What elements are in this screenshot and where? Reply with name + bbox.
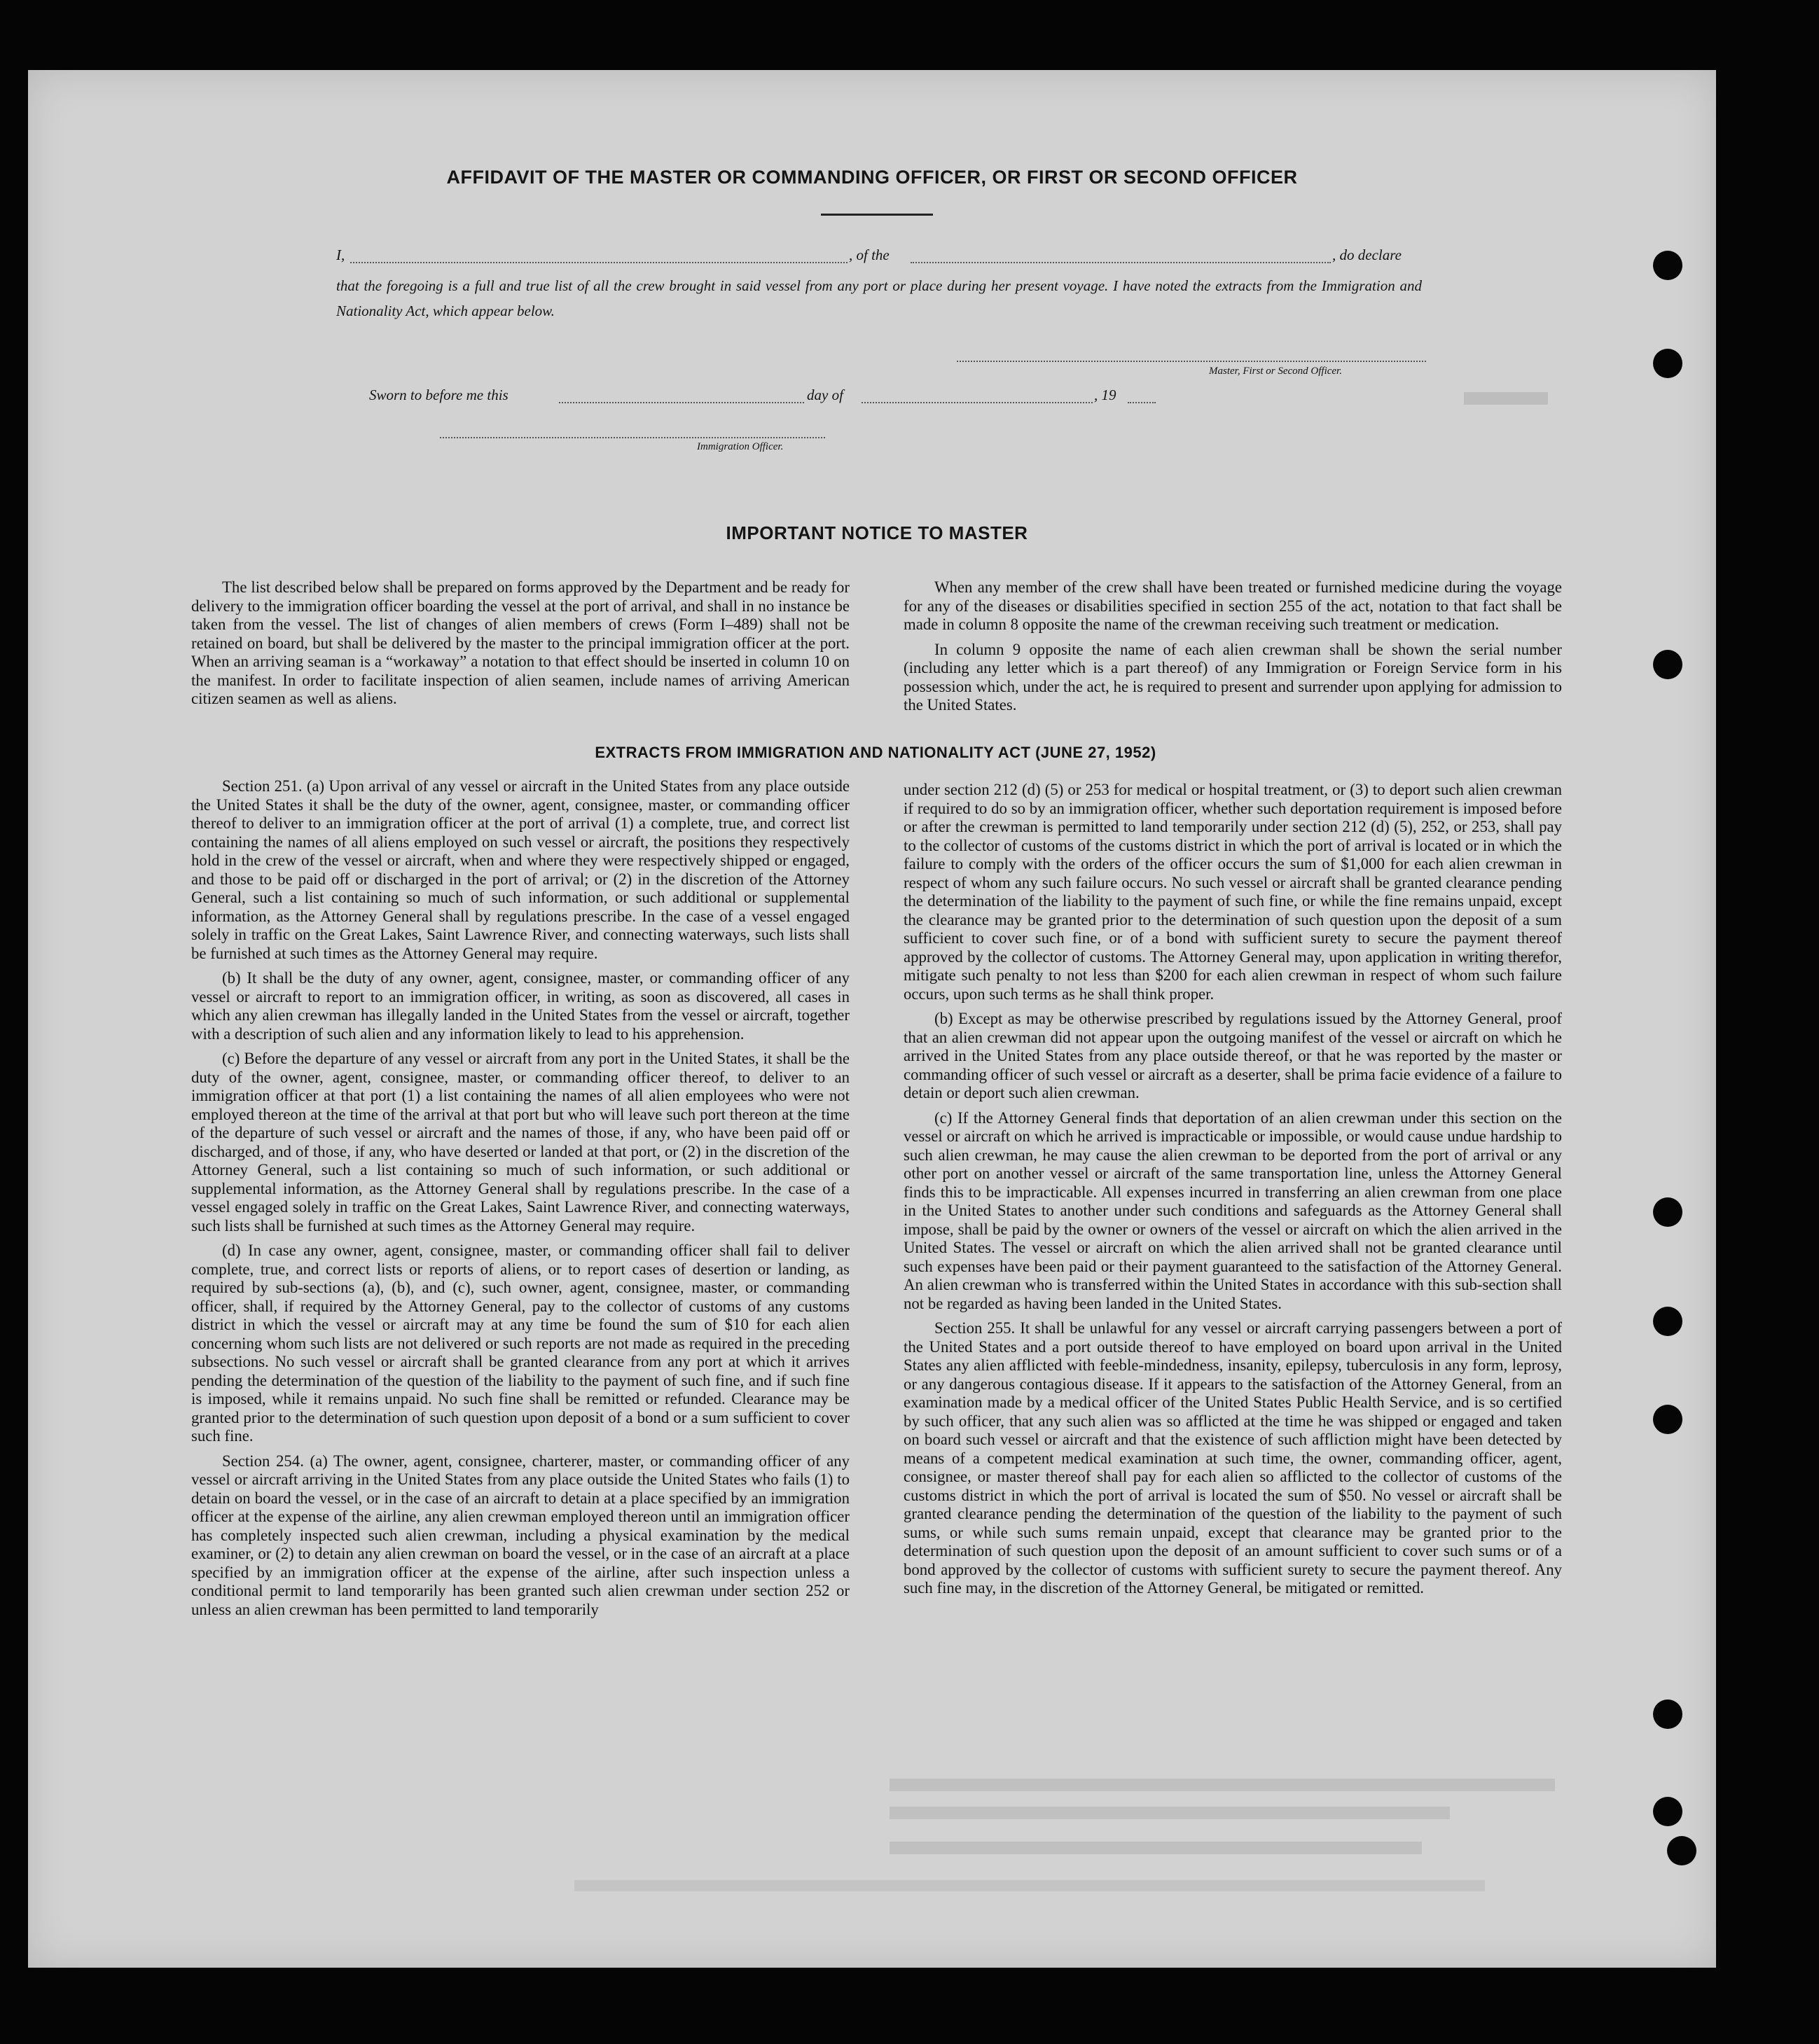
do-declare-label: , do declare (1332, 246, 1402, 263)
vessel-blank[interactable] (911, 262, 1331, 263)
notice-left-column (191, 578, 850, 715)
sworn-month-blank[interactable] (862, 402, 1093, 403)
i-label: I, (336, 246, 345, 263)
affidavit-title: AFFIDAVIT OF THE MASTER OR COMMANDING OFFICER, OR FIRST OR SECOND OFFICER (446, 167, 1298, 188)
punch-hole (1653, 1797, 1682, 1826)
punch-hole (1667, 1836, 1696, 1865)
section-251-d: (d) In case any owner, agent, consignee, master, or commanding officer shall fail to deliver complete, true, and correct lists or reports of aliens, or to report cases of desertion or landing, as required by sub-sections (a), (b), and (c), such owner, agent, consignee, master, or commanding officer, shall, if required by the Attorney General, pay to the collector of customs of any customs district in which the vessel or aircraft may at any time be found the sum of $10 for each alien concerning whom such lists are not delivered or such reports are not made as required in the preceding subsections. No such vessel or aircraft shall be granted clearance from any port at which it arrives pending the determination of the question of the liability to the payment of such fine, and if such fine is imposed, while it remains unpaid. No such fine shall be remitted or refunded. Clearance may be granted prior to the determination of such question upon deposit of a bond or a sum sufficient to cover such fine. (191, 1242, 850, 1445)
punch-hole (1653, 251, 1682, 280)
day-of-label: day of (807, 387, 843, 403)
notice-right-column (904, 578, 1562, 721)
master-signature-blank[interactable] (957, 361, 1426, 362)
bleed-through-mark (1464, 392, 1548, 405)
notice-left-paragraph: The list described below shall be prepared on forms approved by the Department and be ready for delivery to the immigration officer boarding the vessel at the port of arrival, and shall in no instance be taken from the vessel. The list of changes of alien members of crews (Form I–489) shall not be retained on board, but shall be delivered by the master to the principal immigration officer at the port. When an arriving seaman is a “workaway” a notation to that effect should be inserted in column 10 on the manifest. In order to facilitate inspection of alien seamen, include names of arriving American citizen seamen as well as aliens. (191, 578, 850, 707)
section-255: Section 255. It shall be unlawful for any vessel or aircraft carrying passengers between a port of the United States and a port outside thereof to have employed on board upon arrival in the United States any alien afflicted with feeble-mindedness, insanity, epilepsy, tuberculosis in any form, leprosy, or any dangerous contagious disease. If it appears to the satisfaction of the Attorney General, from an examination made by a medical officer of the United States Public Health Service, and is so certified by such officer, that any such alien was so afflicted at the time he was shipped or engaged and taken on board such vessel or aircraft and that the existence of such affliction might have been detected by means of a competent medical examination at such time, the owner, commanding officer, agent, consignee, or master thereof shall pay for each alien so afflicted to the collector of customs of the customs district in which the port of arrival is located the sum of $50. No vessel or aircraft shall be granted clearance pending the determination of the question of the liability to the payment of such sums, or while such sums remain unpaid, except that clearance may be granted prior to the determination of such question upon the deposit of an amount sufficient to cover such sums or of a bond approved by the collector of customs with sufficient surety to secure the payment thereof. Any such fine may, in the discretion of the Attorney General, be mitigated or remitted. (904, 1319, 1562, 1597)
section-254-b: (b) Except as may be otherwise prescribed by regulations issued by the Attorney General, proof that an alien crewman did not appear upon the outgoing manifest of the vessel or aircraft on which he arrived in the United States from any place outside thereof, or that he was reported by the master or commanding officer of such vessel or aircraft as a deserter, shall be prima facie evidence of a failure to detain or deport such alien crewman. (904, 1010, 1562, 1101)
immigration-officer-caption: Immigration Officer. (697, 441, 784, 452)
section-251-c: (c) Before the departure of any vessel or aircraft from any port in the United States, it shall be the duty of the owner, agent, consignee, master, or commanding officer thereof, to deliver to an immigration officer at that port (1) a list containing the names of all alien employees who were not employed thereon at the time of the arrival at that port but who will leave such port thereon at the time of the departure of such vessel or aircraft and the names of those, if any, who have been paid off or discharged, and of those, if any, who have deserted or landed at that port, or (2) in the discretion of the Attorney General, such a list containing so much of such information, or such additional or supplemental information, as the Attorney General shall by regulations prescribe. In the case of a vessel engaged solely in traffic on the Great Lakes, Saint Lawrence River, and connecting waterways, such lists shall be furnished at such times as the Attorney General may require. (191, 1050, 850, 1235)
of-the-label: , of the (849, 246, 890, 263)
master-signature-caption: Master, First or Second Officer. (1209, 366, 1342, 377)
punch-hole (1653, 1307, 1682, 1336)
punch-hole (1653, 650, 1682, 679)
section-251-b: (b) It shall be the duty of any owner, agent, consignee, master, or commanding officer of any vessel or aircraft to report to an immigration officer, in writing, as soon as discovered, all cases in which any alien crewman has illegally landed in the United States from the vessel or aircraft, together with a description of such alien and any information likely to lead to his apprehension. (191, 969, 850, 1043)
sworn-label: Sworn to before me this (369, 387, 509, 403)
section-251-a: Section 251. (a) Upon arrival of any vessel or aircraft in the United States from any place outside the United States it shall be the duty of the owner, agent, consignee, master, or commanding officer thereof to deliver to an immigration officer at the port of arrival (1) a complete, true, and correct list containing the names of all aliens employed on such vessel or aircraft, the positions they respectively hold in the crew of the vessel or aircraft, when and where they were respectively shipped or engaged, and those to be paid off or discharged in the port of arrival; or (2) in the discretion of the Attorney General, such a list containing so much of such information, or such additional or supplemental information, as the Attorney General shall by regulations prescribe. In the case of a vessel engaged solely in traffic on the Great Lakes, Saint Lawrence River, and connecting waterways, such lists shall be furnished at such times as the Attorney General may require. (191, 777, 850, 962)
bleed-through-mark (890, 1842, 1422, 1854)
bleed-through-mark (890, 1779, 1555, 1791)
section-254-a: Section 254. (a) The owner, agent, consignee, charterer, master, or commanding officer of any vessel or aircraft arriving in the United States from any place outside the United States who fails (1) to detain on board the vessel, or in the case of an aircraft to detain at a place specified by an immigration officer at the expense of the airline, any alien crewman employed thereon until an immigration officer has completely inspected such alien crewman, including a physical examination by the medical examiner, or (2) to detain any alien crewman on board the vessel, or in the case of an aircraft at a place specified by an immigration officer at the expense of the airline, after such inspection unless a conditional permit to land temporarily has been granted such alien crewman under section 252 or unless an alien crewman has been permitted to land temporarily (191, 1452, 850, 1618)
declaration-text: that the foregoing is a full and true list of all the crew brought in said vessel from any port or place during her present voyage. I have noted the extracts from the Immigration and Nationality Act, which appear below. (336, 277, 1422, 319)
notice-right-paragraph-2: In column 9 opposite the name of each alien crewman shall be shown the serial number (including any letter which is a part thereof) of any Immigration or Foreign Service form in his possession which, under the act, he is required to present and surrender upon applying for admission to the United States. (904, 640, 1562, 714)
extracts-title: EXTRACTS FROM IMMIGRATION AND NATIONALITY ACT (JUNE 27, 1952) (595, 744, 1156, 761)
name-blank[interactable] (350, 262, 848, 263)
section-254-a-cont: under section 212 (d) (5) or 253 for medical or hospital treatment, or (3) to deport such alien crewman if required to do so by an immigration officer, whether such deportation requirement is imposed before or after the crewman is permitted to land temporarily under section 212 (d) (5), 252, or 253, shall pay to the collector of customs of the customs district in which the port of arrival is located or in which the failure to comply with the orders of the officer occurs the sum of $1,000 for each alien crewman in respect of whom any such failure occurs. No such vessel or aircraft shall be granted clearance pending the determination of the liability to the payment of such fine, or while the fine remains unpaid, except the clearance may be granted prior to the determination of such question upon the deposit of a sum sufficient to cover such fine, or of a bond with sufficient surety to secure the payment thereof approved by the collector of customs. The Attorney General may, upon application in writing therefor, mitigate such penalty to not less than $200 for each alien crewman in respect of whom such failure occurs, upon such terms as he shall think proper. (904, 781, 1562, 1003)
extracts-left-column (191, 777, 850, 1625)
notice-title: IMPORTANT NOTICE TO MASTER (726, 522, 1028, 543)
notice-right-paragraph-1: When any member of the crew shall have been treated or furnished medicine during the voyage for any of the diseases or disabilities specified in section 255 of the act, notation to that fact shall be made in column 8 opposite the name of the crewman receiving such treatment or medication. (904, 578, 1562, 633)
year-label: , 19 (1094, 387, 1116, 403)
section-254-c: (c) If the Attorney General finds that deportation of an alien crewman under this section on the vessel or aircraft on which he arrived is impracticable or impossible, or would cause undue hardship to such alien crewman, he may cause the alien crewman to be deported from the port of arrival or any other port on another vessel or aircraft of the same transportation line, unless the Attorney General finds this to be impracticable. All expenses incurred in transferring an alien crewman from one place in the United States to another under such conditions and safeguards as the Attorney General shall impose, shall be paid by the owner or owners of the vessel or aircraft on which the alien arrived in the United States. The vessel or aircraft on which the alien arrived shall not be granted clearance until such expenses have been paid or their payment guaranteed to the satisfaction of the Attorney General. An alien crewman who is transferred within the United States in accordance with this sub-section shall not be regarded as having been landed in the United States. (904, 1108, 1562, 1312)
extracts-right-column (904, 781, 1562, 1604)
punch-hole (1653, 349, 1682, 378)
punch-hole (1653, 1699, 1682, 1729)
title-underline (821, 214, 933, 216)
bleed-through-mark (890, 1807, 1450, 1819)
punch-hole (1653, 1197, 1682, 1227)
sworn-day-blank[interactable] (559, 402, 804, 403)
punch-hole (1653, 1405, 1682, 1434)
immigration-officer-blank[interactable] (440, 437, 825, 438)
sworn-year-blank[interactable] (1128, 402, 1156, 403)
bleed-through-mark (574, 1880, 1485, 1891)
